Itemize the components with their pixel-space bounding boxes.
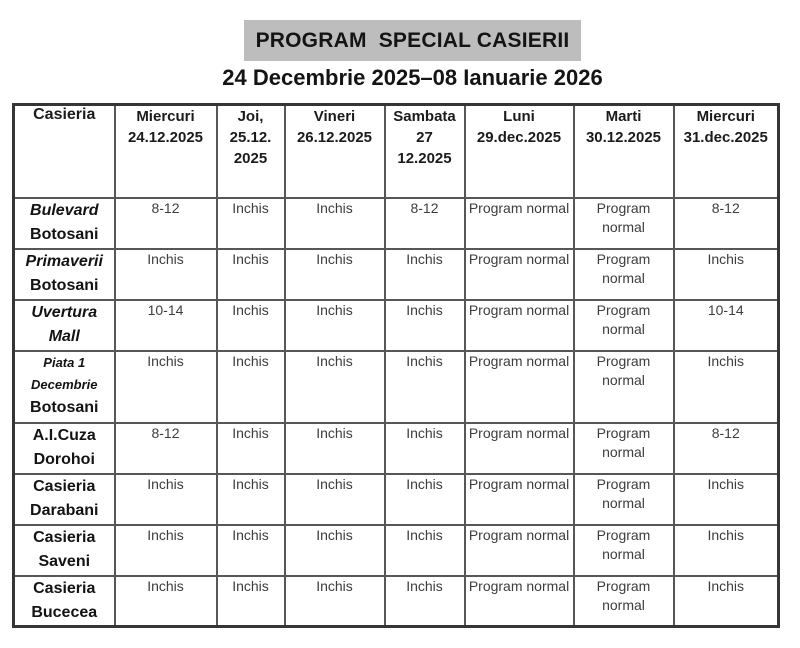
schedule-cell: Inchis <box>285 249 385 300</box>
schedule-cell: Inchis <box>285 576 385 627</box>
casieria-name-cell <box>14 198 115 249</box>
day-date: 30.12.2025 <box>585 129 662 146</box>
schedule-cell: Inchis <box>115 249 217 300</box>
day-name: Miercuri <box>696 108 755 125</box>
schedule-cell: Program normal <box>574 474 674 525</box>
schedule-cell: Inchis <box>385 249 465 300</box>
schedule-cell: Inchis <box>674 525 779 576</box>
schedule-cell: Program normal <box>465 249 574 300</box>
schedule-cell: Inchis <box>385 423 465 474</box>
schedule-cell: Inchis <box>285 423 385 474</box>
schedule-cell: Program normal <box>574 525 674 576</box>
schedule-cell: Inchis <box>385 300 465 351</box>
casieria-name-line: Mall <box>48 327 80 345</box>
day-name: Sambata <box>393 108 456 125</box>
casieria-name-cell <box>14 474 115 525</box>
casieria-name-line: Darabani <box>30 501 99 519</box>
day-name: Marti <box>605 108 642 125</box>
table-row <box>14 576 779 627</box>
schedule-cell: Program normal <box>574 198 674 249</box>
schedule-cell: Inchis <box>285 474 385 525</box>
column-header-day-1 <box>217 105 285 198</box>
day-date: 12.2025 <box>397 150 452 167</box>
schedule-cell: 8-12 <box>674 198 779 249</box>
schedule-cell: Inchis <box>674 351 779 423</box>
casieria-name-line: Botosani <box>30 398 99 416</box>
table-row <box>14 423 779 474</box>
column-header-day-5 <box>574 105 674 198</box>
casieria-name-line: Botosani <box>30 225 99 243</box>
program-table <box>12 103 780 628</box>
schedule-cell: Inchis <box>285 525 385 576</box>
schedule-cell: 10-14 <box>674 300 779 351</box>
column-header-day-2 <box>285 105 385 198</box>
casieria-name-line: Uvertura <box>31 303 98 321</box>
casieria-name-line: Dorohoi <box>33 450 95 468</box>
schedule-cell: 8-12 <box>674 423 779 474</box>
table-row <box>14 249 779 300</box>
column-header-day-4 <box>465 105 574 198</box>
day-date: 2025 <box>233 150 268 167</box>
casieria-name-line: Bucecea <box>31 603 98 621</box>
schedule-cell: Inchis <box>115 576 217 627</box>
casieria-name-cell <box>14 249 115 300</box>
casieria-name-line: Botosani <box>30 276 99 294</box>
schedule-cell: Inchis <box>217 423 285 474</box>
schedule-cell: Inchis <box>217 351 285 423</box>
schedule-cell: Inchis <box>217 198 285 249</box>
casieria-name-line: Casieria <box>33 477 96 495</box>
schedule-cell: Program normal <box>465 351 574 423</box>
schedule-cell: Inchis <box>385 576 465 627</box>
schedule-cell: Inchis <box>385 474 465 525</box>
schedule-cell: Program normal <box>465 300 574 351</box>
schedule-cell: Inchis <box>674 249 779 300</box>
casieria-name-line: Casieria <box>33 579 96 597</box>
schedule-cell: Inchis <box>285 300 385 351</box>
day-date: 27 <box>416 129 433 146</box>
schedule-cell: Inchis <box>674 576 779 627</box>
casieria-name-cell <box>14 300 115 351</box>
schedule-cell: Inchis <box>217 525 285 576</box>
casieria-name-cell <box>14 576 115 627</box>
schedule-cell: Inchis <box>217 474 285 525</box>
casieria-name-cell <box>14 351 115 423</box>
casieria-name-line: A.I.Cuza <box>32 426 96 444</box>
schedule-cell: Program normal <box>465 576 574 627</box>
day-date: 26.12.2025 <box>296 129 373 146</box>
casieria-name-cell <box>14 423 115 474</box>
column-header-day-3 <box>385 105 465 198</box>
table-row <box>14 351 779 423</box>
day-date: 29.dec.2025 <box>476 129 562 146</box>
table-row <box>14 474 779 525</box>
schedule-cell: Program normal <box>574 423 674 474</box>
schedule-cell: Program normal <box>465 423 574 474</box>
schedule-cell: Program normal <box>465 198 574 249</box>
schedule-cell: Program normal <box>465 525 574 576</box>
table-header-row <box>14 105 779 198</box>
schedule-cell: Program normal <box>574 576 674 627</box>
schedule-cell: Inchis <box>115 525 217 576</box>
day-name: Luni <box>503 108 535 125</box>
day-date: 31.dec.2025 <box>683 129 768 146</box>
schedule-cell: Inchis <box>115 351 217 423</box>
casieria-name-line: Bulevard <box>30 201 99 219</box>
column-header-day-6 <box>674 105 779 198</box>
schedule-cell: Inchis <box>217 576 285 627</box>
page-subtitle: 24 Decembrie 2025–08 Ianuarie 2026 <box>222 65 603 90</box>
table-row <box>14 300 779 351</box>
casieria-name-line: Decembrie <box>31 376 98 392</box>
casieria-name-line: Primaverii <box>25 252 103 270</box>
schedule-cell: Inchis <box>285 198 385 249</box>
schedule-cell: Program normal <box>465 474 574 525</box>
schedule-cell: Inchis <box>217 300 285 351</box>
casieria-name-line: Piata 1 <box>43 354 86 370</box>
day-name: Joi, <box>237 108 264 125</box>
table-row <box>14 198 779 249</box>
schedule-cell: 8-12 <box>385 198 465 249</box>
casieria-name-line: Casieria <box>33 528 96 546</box>
schedule-cell: Inchis <box>674 474 779 525</box>
schedule-cell: Inchis <box>385 351 465 423</box>
day-date: 24.12.2025 <box>127 129 204 146</box>
day-date: 25.12. <box>229 129 272 146</box>
day-name: Vineri <box>313 108 356 125</box>
schedule-cell: Inchis <box>385 525 465 576</box>
column-header-casieria: Casieria <box>14 105 115 198</box>
schedule-cell: Inchis <box>285 351 385 423</box>
schedule-cell: Program normal <box>574 249 674 300</box>
schedule-cell: Inchis <box>217 249 285 300</box>
schedule-cell: Program normal <box>574 300 674 351</box>
schedule-cell: 8-12 <box>115 198 217 249</box>
schedule-cell: 10-14 <box>115 300 217 351</box>
day-name: Miercuri <box>136 108 195 125</box>
table-row <box>14 525 779 576</box>
schedule-cell: Program normal <box>574 351 674 423</box>
casieria-name-cell <box>14 525 115 576</box>
schedule-cell: Inchis <box>115 474 217 525</box>
schedule-cell: 8-12 <box>115 423 217 474</box>
casieria-name-line: Saveni <box>38 552 91 570</box>
page-title: PROGRAM SPECIAL CASIERII <box>244 20 582 61</box>
document-header <box>25 0 800 91</box>
column-header-day-0 <box>115 105 217 198</box>
